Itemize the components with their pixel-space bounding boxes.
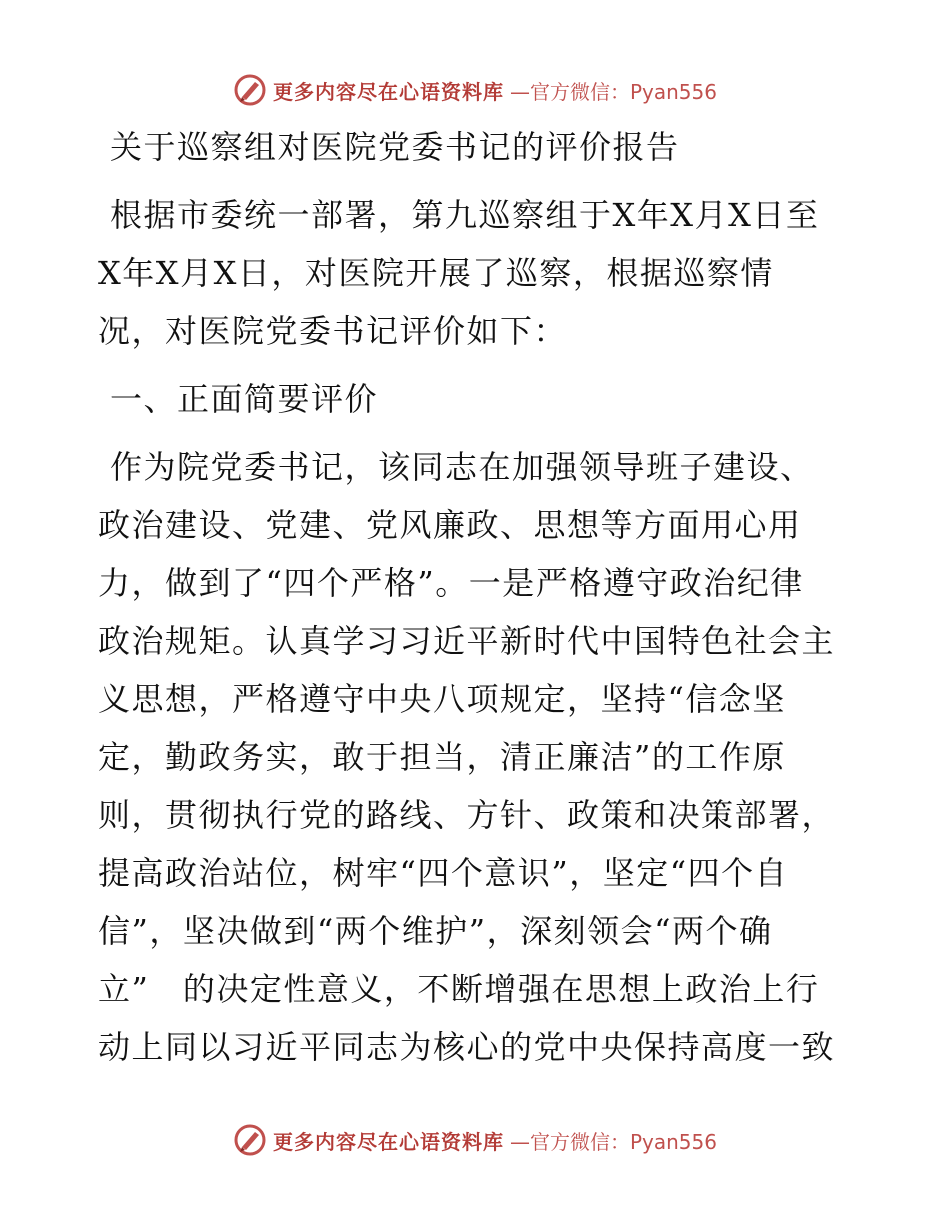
document-title: 关于巡察组对医院党委书记的评价报告 — [110, 128, 680, 166]
intro-paragraph — [98, 186, 858, 360]
paragraph-line: 力，做到了“四个严格”。一是严格遵守政治纪律 — [98, 564, 804, 602]
header-watermark — [0, 70, 950, 110]
section-paragraph — [98, 438, 858, 1076]
section-heading: 一、正面简要评价 — [110, 380, 379, 418]
watermark-wechat: —官方微信：Pyan556 — [509, 79, 717, 104]
intro-line: 况，对医院党委书记评价如下： — [98, 312, 568, 350]
watermark-group — [233, 73, 717, 107]
watermark-wechat: —官方微信：Pyan556 — [509, 1129, 717, 1154]
document-body — [98, 118, 858, 1076]
paragraph-line: 定，勤政务实，敢于担当，清正廉洁”的工作原 — [98, 738, 786, 776]
watermark-brand: 更多内容尽在心语资料库 — [272, 1129, 504, 1154]
watermark-brand: 更多内容尽在心语资料库 — [272, 79, 504, 104]
paragraph-line: 政治规矩。认真学习习近平新时代中国特色社会主 — [98, 622, 836, 660]
paragraph-line: 义思想，严格遵守中央八项规定，坚持“信念坚 — [98, 680, 786, 718]
footer-watermark — [0, 1120, 950, 1160]
paragraph-line: 立” 的决定性意义，不断增强在思想上政治上行 — [98, 970, 820, 1008]
pen-logo-icon — [233, 1123, 267, 1157]
paragraph-line: 则，贯彻执行党的路线、方针、政策和决策部署， — [98, 796, 836, 834]
paragraph-line: 提高政治站位，树牢“四个意识”，坚定“四个自 — [98, 854, 789, 892]
paragraph-line: 作为院党委书记，该同志在加强领导班子建设、 — [110, 448, 814, 486]
intro-line: X年X月X日，对医院开展了巡察，根据巡察情 — [98, 254, 774, 292]
pen-logo-icon — [233, 73, 267, 107]
intro-line: 根据市委统一部署，第九巡察组于X年X月X日至 — [110, 196, 820, 234]
paragraph-line: 政治建设、党建、党风廉政、思想等方面用心用 — [98, 506, 802, 544]
paragraph-line: 动上同以习近平同志为核心的党中央保持高度一致 — [98, 1028, 836, 1066]
paragraph-line: 信”，坚决做到“两个维护”，深刻领会“两个确 — [98, 912, 773, 950]
watermark-group — [233, 1123, 717, 1157]
